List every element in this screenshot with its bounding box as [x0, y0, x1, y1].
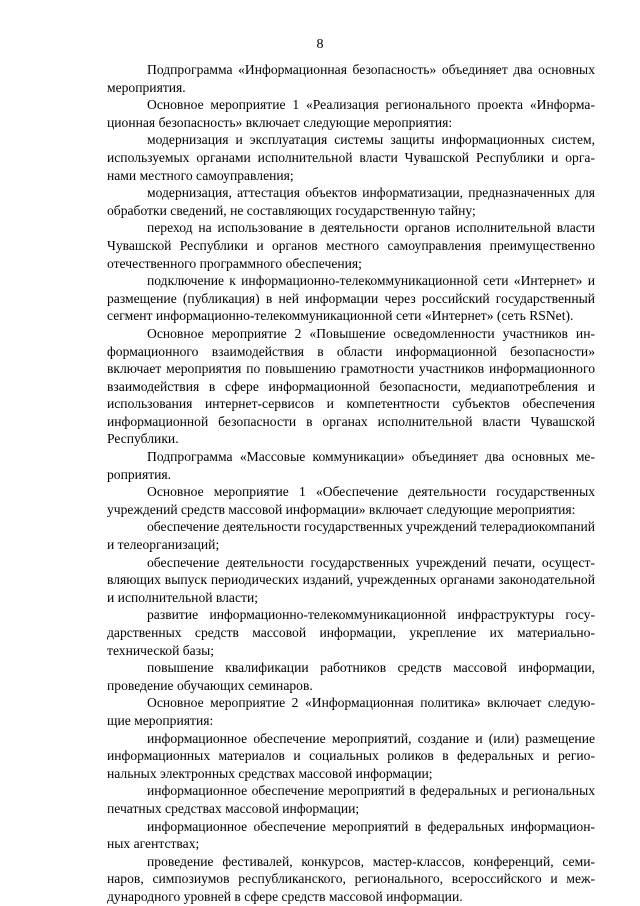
- paragraph-subprogram-infosec: Подпрограмма «Информационная безопасность» объединяет два основных мероприятия.: [107, 62, 595, 95]
- document-body: [107, 61, 595, 906]
- paragraph-item-modernization-systems: модернизация и эксплуатация системы защиты информационных систем, используемых органами исполнительной власти Чувашской Республики и органами местного самоуправления;: [107, 132, 595, 183]
- paragraph-item-domestic-software: переход на использование в деятельности органов исполнительной власти Чувашской Республики и органов местного самоуправления преимущественно отечественного программного обеспечения;: [107, 220, 595, 271]
- page-number: 8: [316, 37, 324, 52]
- paragraph-item-print-media: информационное обеспечение мероприятий в федеральных и региональных печатных средствах массовой информации;: [107, 783, 595, 816]
- paragraph-main-measure-1-mass-comm: Основное мероприятие 1 «Обеспечение деятельности государственных учреждений средств массовой информации» включает следующие мероприятия:: [107, 484, 595, 517]
- paragraph-item-print: обеспечение деятельности государственных учреждений печати, осуществляющих выпуск периодических изданий, учрежденных органами законодательной и исполнительной власти;: [107, 554, 595, 605]
- paragraph-item-news-agencies: информационное обеспечение мероприятий в федеральных информационных агентствах;: [107, 818, 595, 852]
- paragraph-main-measure-2-infosec: Основное мероприятие 2 «Повышение осведомленности участников информационного взаимодействия в области информационной безопасности» включает мероприятия по повышению грамотности участников информационного взаимодействия в сфере информационной безопасности, медиапотребления и использования интернет-сервисов и компетентности субъектов обеспечения информационной безопасности в органах исполнительной власти Чувашской Республики.: [107, 325, 595, 447]
- paragraph-main-measure-1-infosec: Основное мероприятие 1 «Реализация регионального проекта «Информационная безопасность» включает следующие мероприятия:: [107, 97, 595, 130]
- paragraph-item-festivals: проведение фестивалей, конкурсов, мастер-классов, конференций, семинаров, симпозиумов республиканского, регионального, всероссийского и международного уровней в сфере средств массовой информации.: [107, 853, 595, 904]
- paragraph-item-qualification: повышение квалификации работников средств массовой информации, проведение обучающих семинаров.: [107, 660, 595, 693]
- paragraph-item-attestation: модернизация, аттестация объектов информатизации, предназначенных для обработки сведений, не составляющих государственную тайну;: [107, 185, 595, 218]
- paragraph-subprogram-mass-comm: Подпрограмма «Массовые коммуникации» объединяет два основных мероприятия.: [107, 449, 595, 482]
- paragraph-item-rsnet: подключение к информационно-телекоммуникационной сети «Интернет» и размещение (публикация) в ней информации через российский государственный сегмент информационно-телекоммуникационной сети «Интернет» (сеть RSNet).: [107, 273, 595, 324]
- paragraph-main-measure-2-mass-comm: Основное мероприятие 2 «Информационная политика» включает следующие мероприятия:: [107, 695, 595, 728]
- paragraph-item-infrastructure: развитие информационно-телекоммуникационной инфраструктуры государственных средств массовой информации, укрепление их материально-технической базы;: [107, 607, 595, 658]
- paragraph-item-tv-radio: обеспечение деятельности государственных учреждений телерадиокомпаний и телеорганизаций;: [107, 519, 595, 553]
- paragraph-item-electronic-media: информационное обеспечение мероприятий, создание и (или) размещение информационных материалов и социальных роликов в федеральных и региональных электронных средствах массовой информации;: [107, 730, 595, 781]
